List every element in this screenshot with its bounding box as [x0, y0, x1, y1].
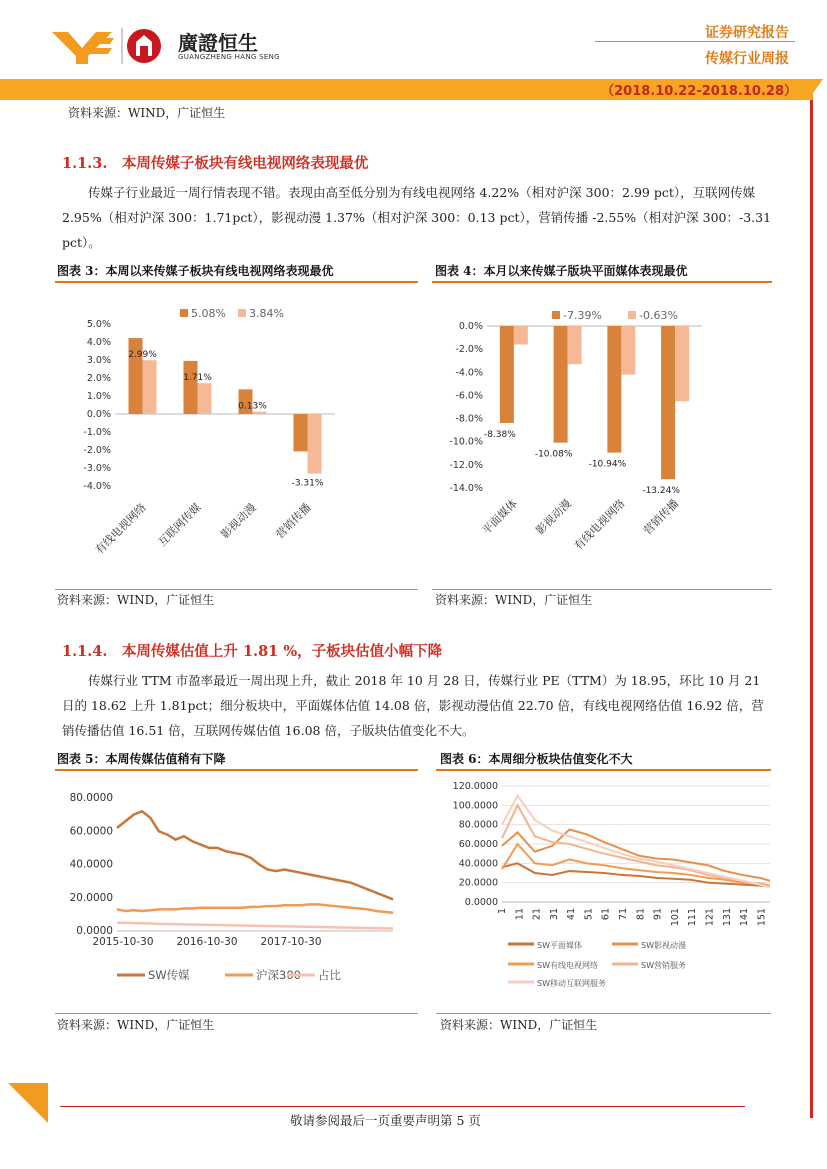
data-label: -10.94% — [588, 459, 627, 470]
x-tick-label: 2016-10-30 — [176, 936, 238, 948]
legend-swatch — [628, 311, 636, 319]
y-tick-label: 40.0000 — [69, 858, 113, 871]
section-113-title: 1.1.3. 本周传媒子板块有线电视网络表现最优 — [62, 155, 369, 172]
fig6-title-rule — [436, 769, 771, 771]
legend-label: 沪深300 — [256, 968, 301, 982]
bar-series-2 — [621, 326, 635, 375]
y-tick-label: -3.0% — [83, 463, 111, 474]
y-tick-label: 4.0% — [86, 337, 111, 348]
data-label: -10.08% — [534, 449, 573, 460]
y-tick-label: 100.0000 — [452, 800, 498, 812]
y-tick-label: -2.0% — [455, 344, 483, 356]
y-tick-label: 0.0% — [86, 409, 111, 420]
series-line-3 — [117, 923, 393, 929]
data-label: -3.31% — [291, 478, 324, 489]
legend-label: SW有线电视网络 — [537, 961, 598, 970]
bar-series-1 — [661, 326, 675, 479]
y-tick-label: 80.0000 — [458, 819, 498, 831]
fig3-source: 资料来源：WIND，广证恒生 — [57, 593, 215, 607]
footer-rule — [60, 1106, 745, 1107]
x-tick-label: 151 — [756, 908, 768, 927]
section-113-paragraph: 传媒子行业最近一周行情表现不错。表现由高至低分别为有线电视网络 4.22%（相对沪深 300：2.99 pct），互联网传媒 2.95%（相对沪深 300：1.71pct），影视动漫 1.37%（相对沪深 300：0.13 pct），营销传播 -2.55%（相对沪深 300：-3.31 pct）。 — [62, 185, 772, 250]
category-label: 有线电视网络 — [92, 500, 149, 557]
y-tick-label: -6.0% — [455, 390, 483, 402]
legend-label: SW影视动漫 — [641, 941, 686, 950]
series-line-1 — [117, 811, 393, 899]
y-tick-label: 60.0000 — [458, 839, 498, 850]
x-tick-label: 11 — [514, 908, 526, 921]
fig5-title-rule — [55, 769, 418, 771]
y-tick-label: 60.0000 — [69, 825, 113, 838]
y-tick-label: 20.0000 — [458, 877, 498, 889]
footer-corner-mark — [0, 1083, 48, 1123]
x-tick-label: 2017-10-30 — [260, 936, 322, 948]
fig3-title-rule — [55, 281, 418, 283]
bar-series-1 — [500, 326, 514, 423]
y-tick-label: -8.0% — [455, 413, 483, 425]
y-tick-label: 80.0000 — [69, 792, 113, 804]
legend-label: 5.08% — [191, 307, 226, 320]
fig3-title: 图表 3：本周以来传媒子板块有线电视网络表现最优 — [57, 264, 334, 278]
legend-label: SW平面媒体 — [537, 941, 582, 950]
fig5-chart — [55, 778, 420, 1008]
x-tick-label: 141 — [739, 908, 751, 927]
y-tick-label: 2.0% — [86, 373, 111, 384]
fig6-source: 资料来源：WIND，广证恒生 — [440, 1018, 598, 1032]
logo-subtext: GUANGZHENG HANG SENG — [178, 53, 280, 61]
bar-series-2 — [568, 326, 582, 364]
category-label: 影视动漫 — [533, 496, 574, 538]
y-tick-label: -2.0% — [83, 445, 111, 456]
category-label: 影视动漫 — [218, 500, 259, 542]
data-label: 1.71% — [183, 373, 212, 384]
y-tick-label: -14.0% — [449, 483, 483, 494]
section-114-paragraph: 传媒行业 TTM 市盈率最近一周出现上升，截止 2018 年 10 月 28 日，传媒行业 PE（TTM）为 18.95，环比 10 月 21 日的 18.62 上升 1.81pct；细分板块中，平面媒体估值 14.08 倍，影视动漫估值 22.70 倍，有线电视网络估值 16.92 倍，营销传播估值 16.51 倍，互联网传媒估值 16.08 倍，子版块估值变化不大。 — [62, 673, 764, 738]
legend-label: SW传媒 — [148, 968, 190, 982]
bar-series-1 — [607, 326, 621, 453]
series-line-2 — [117, 904, 393, 912]
legend-label: -0.63% — [639, 309, 678, 322]
category-label: 营销传播 — [640, 496, 682, 538]
fig3-chart — [55, 296, 420, 586]
bar-series-2 — [143, 360, 157, 414]
y-tick-label: -4.0% — [455, 367, 483, 379]
logo-text: 廣證恒生 — [178, 31, 258, 55]
legend-label: -7.39% — [563, 309, 602, 322]
x-tick-label: 111 — [687, 908, 699, 927]
fig4-chart — [432, 296, 777, 586]
y-tick-label: 3.0% — [86, 355, 111, 366]
x-tick-label: 61 — [600, 908, 612, 921]
header-rule — [595, 41, 795, 42]
x-tick-label: 41 — [566, 908, 578, 921]
data-label: 2.99% — [128, 350, 157, 361]
date-range: （2018.10.22-2018.10.28） — [601, 84, 797, 99]
fig3-bottom-rule — [55, 589, 418, 590]
top-source: 资料来源：WIND，广证恒生 — [68, 106, 226, 120]
bar-series-1 — [294, 414, 308, 451]
bar-series-2 — [675, 326, 689, 401]
report-type: 证券研究报告 — [705, 25, 789, 41]
y-tick-label: 1.0% — [86, 391, 111, 402]
fig4-title: 图表 4：本月以来传媒子版块平面媒体表现最优 — [435, 264, 688, 278]
category-label: 互联网传媒 — [155, 500, 204, 550]
legend-label: 占比 — [318, 968, 341, 982]
x-tick-label: 121 — [704, 908, 716, 927]
y-tick-label: -12.0% — [449, 459, 483, 471]
legend-label: SW营销服务 — [641, 961, 686, 970]
data-label: -8.38% — [483, 429, 516, 440]
fig5-title: 图表 5：本周传媒估值稍有下降 — [57, 752, 226, 766]
bar-series-1 — [554, 326, 568, 443]
category-label: 平面媒体 — [479, 496, 520, 538]
data-label: -13.24% — [642, 486, 680, 497]
header-band-tip — [808, 79, 823, 100]
section-114-title: 1.1.4. 本周传媒估值上升 1.81 %，子板块估值小幅下降 — [62, 643, 443, 660]
y-tick-label: -1.0% — [83, 427, 111, 438]
y-tick-label: 0.0000 — [464, 897, 498, 908]
fig4-title-rule — [432, 281, 772, 283]
y-tick-label: 120.0000 — [452, 781, 498, 792]
y-tick-label: -10.0% — [449, 436, 483, 448]
y-tick-label: 40.0000 — [458, 858, 498, 870]
fig6-bottom-rule — [436, 1013, 771, 1014]
x-tick-label: 91 — [652, 908, 664, 921]
right-margin-line — [810, 100, 813, 1118]
x-tick-label: 21 — [531, 908, 543, 921]
x-tick-label: 131 — [721, 908, 733, 927]
y-tick-label: -4.0% — [83, 481, 111, 492]
x-tick-label: 2015-10-30 — [92, 936, 154, 948]
category-label: 营销传播 — [273, 500, 314, 542]
legend-swatch — [552, 311, 560, 319]
y-tick-label: 0.0000 — [76, 925, 113, 937]
x-tick-label: 31 — [548, 908, 560, 921]
footer-text: 敬请参阅最后一页重要声明第 5 页 — [290, 1113, 481, 1128]
report-name: 传媒行业周报 — [705, 51, 789, 67]
bar-series-1 — [184, 361, 198, 414]
x-tick-label: 81 — [635, 908, 647, 921]
y-tick-label: 0.0% — [458, 321, 483, 332]
legend-label: 3.84% — [249, 307, 284, 320]
x-tick-label: 1 — [497, 908, 508, 915]
bar-series-2 — [253, 412, 267, 414]
fig5-bottom-rule — [55, 1013, 418, 1014]
fig6-chart — [436, 774, 776, 1010]
legend-swatch — [238, 309, 246, 317]
x-tick-label: 101 — [669, 908, 681, 927]
legend-label: SW移动互联网服务 — [537, 979, 606, 988]
fig4-source: 资料来源：WIND，广证恒生 — [435, 593, 593, 607]
x-tick-label: 71 — [618, 908, 630, 921]
category-label: 有线电视网络 — [571, 496, 628, 553]
x-tick-label: 51 — [583, 908, 595, 921]
bar-series-2 — [198, 383, 212, 414]
fig6-title: 图表 6：本周细分板块估值变化不大 — [440, 752, 633, 766]
y-tick-label: 20.0000 — [69, 891, 113, 904]
legend-swatch — [180, 309, 188, 317]
bar-series-2 — [514, 326, 528, 345]
data-label: 0.13% — [238, 401, 267, 412]
bar-series-2 — [308, 414, 322, 474]
fig4-bottom-rule — [432, 589, 772, 590]
y-tick-label: 5.0% — [86, 319, 111, 330]
fig5-source: 资料来源：WIND，广证恒生 — [57, 1018, 215, 1032]
